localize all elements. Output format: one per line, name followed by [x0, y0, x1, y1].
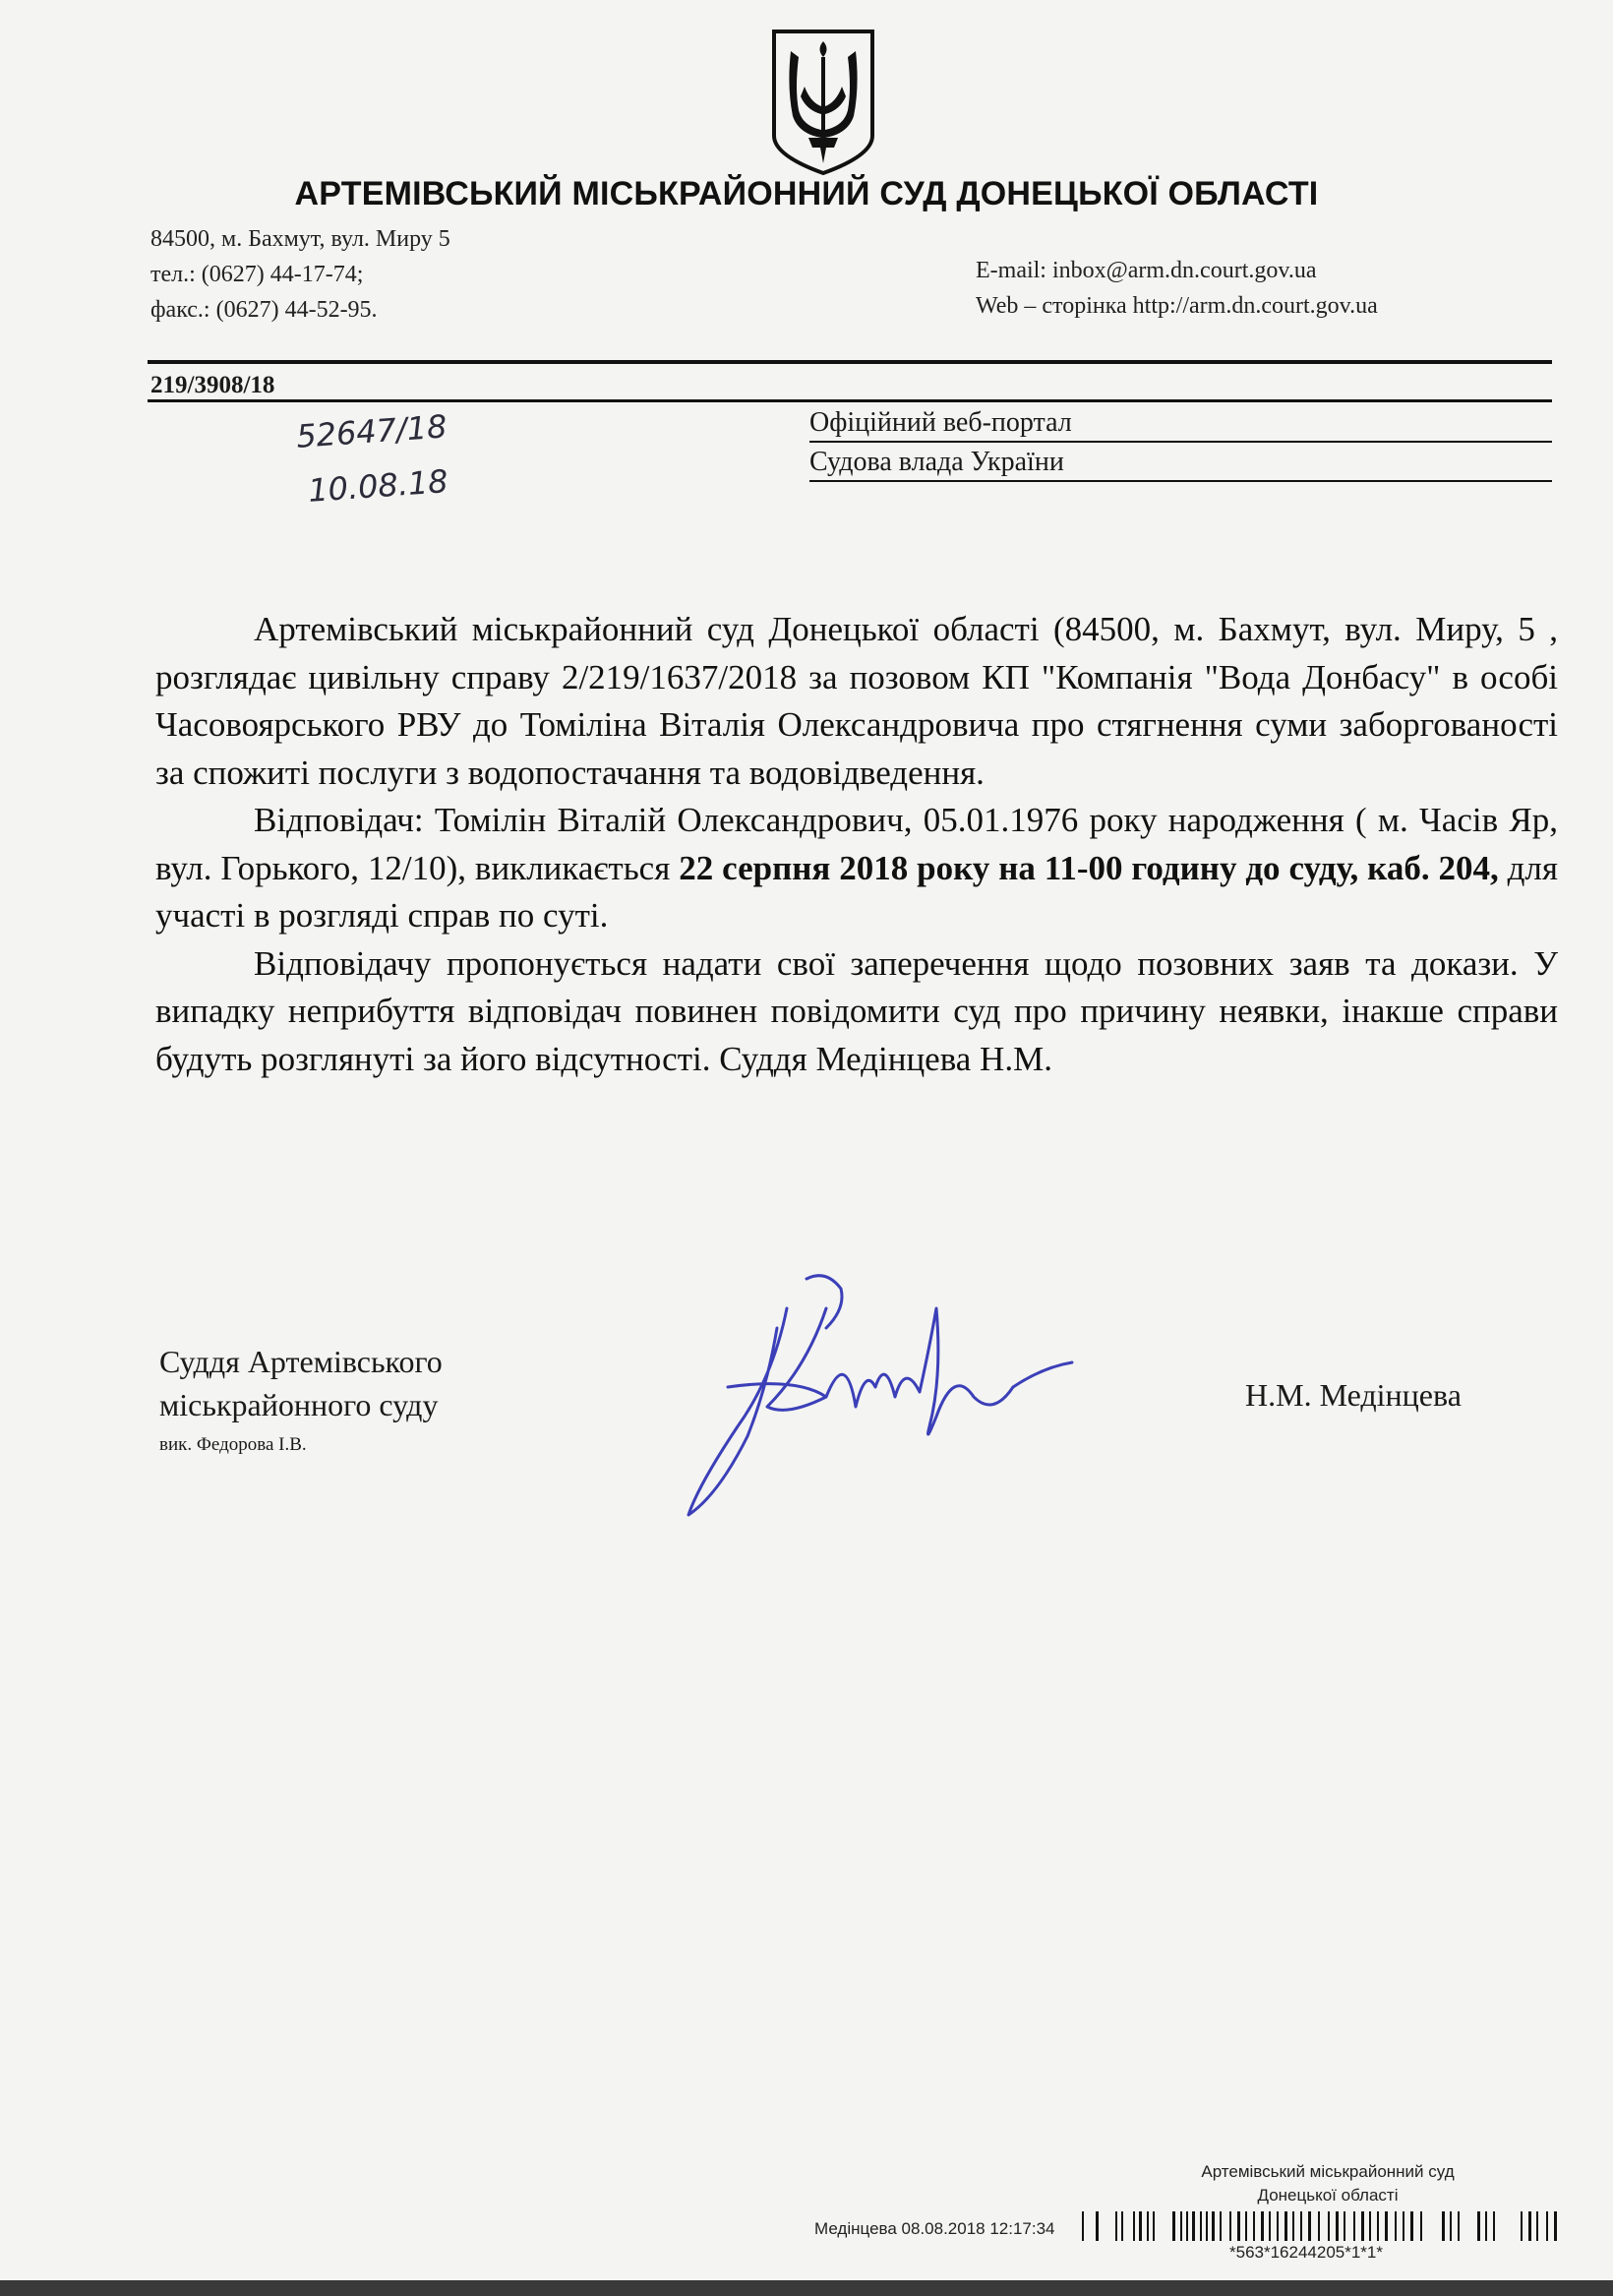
court-address: 84500, м. Бахмут, вул. Миру 5	[150, 226, 450, 252]
body-paragraph-case: Артемівський міськрайонний суд Донецької області (84500, м. Бахмут, вул. Миру, 5 , розглядає цивільну справу 2/219/1637/2018 за позовом КП "Компанія "Вода Донбасу" в особі Часовоярського РВУ до Томіліна Віталія Олександровича про стягнення суми заборгованості за спожиті послуги з водопостачання та водовідведення.	[155, 610, 1558, 792]
recipient-divider-2	[809, 480, 1552, 482]
recipient-line-2: Судова влада України	[809, 447, 1064, 477]
letter-body	[155, 606, 1558, 1083]
stamp-court-name-line-2: Донецької області	[1257, 2186, 1399, 2205]
barcode-icon	[1082, 2211, 1560, 2241]
judge-name: Н.М. Медінцева	[1245, 1377, 1462, 1413]
stamp-user-timestamp: Медінцева 08.08.2018 12:17:34	[814, 2219, 1055, 2238]
handwritten-registration-date: 10.08.18	[307, 462, 449, 510]
court-phone: тел.: (0627) 44-17-74;	[150, 262, 364, 287]
document-number: 219/3908/18	[150, 372, 275, 398]
court-email: E-mail: inbox@arm.dn.court.gov.ua	[976, 258, 1317, 283]
judge-title-line-2: міськрайонного суду	[159, 1387, 439, 1422]
recipient-divider-1	[809, 441, 1552, 443]
header-divider	[148, 360, 1552, 364]
handwritten-registration-number: 52647/18	[295, 407, 448, 455]
stamp-court-name-line-1: Артемівський міськрайонний суд	[1201, 2162, 1455, 2181]
court-name: АРТЕМІВСЬКИЙ МІСЬКРАЙОННИЙ СУД ДОНЕЦЬКОЇ ОБЛАСТІ	[294, 175, 1319, 212]
ukraine-trident-emblem-icon	[769, 28, 877, 177]
court-fax: факс.: (0627) 44-52-95.	[150, 297, 378, 323]
executor-note: вик. Федорова І.В.	[159, 1434, 307, 1455]
summons-text-start: Відповідач: Томілін Віталій Олександрович, 05.01.1976 року народження ( м. Часів Яр, вул. Горького, 12/10), викликається	[155, 801, 1558, 887]
body-paragraph-notice: Відповідачу пропонується надати свої заперечення щодо позовних заяв та докази. У випадку неприбуття відповідач повинен повідомити суд про причину неявки, інакше справи будуть розглянуті за його відсутності. Суддя Медінцева Н.М.	[155, 943, 1558, 1078]
judge-title	[159, 1340, 443, 1426]
handwritten-signature	[679, 1269, 1092, 1535]
summons-date-time: 22 серпня 2018 року на 11-00 годину до суду, каб. 204,	[679, 848, 1499, 887]
summons-text-end: для участі в розгляді справ по суті.	[155, 848, 1558, 935]
scan-bottom-edge	[0, 2280, 1613, 2296]
number-divider	[148, 399, 1552, 402]
recipient-line-1: Офіційний веб-портал	[809, 407, 1072, 438]
body-paragraph-summons	[155, 797, 1558, 940]
judge-title-line-1: Суддя Артемівського	[159, 1344, 443, 1379]
court-website: Web – сторінка http://arm.dn.court.gov.ua	[976, 293, 1378, 319]
barcode-number: *563*16244205*1*1*	[1229, 2243, 1383, 2262]
